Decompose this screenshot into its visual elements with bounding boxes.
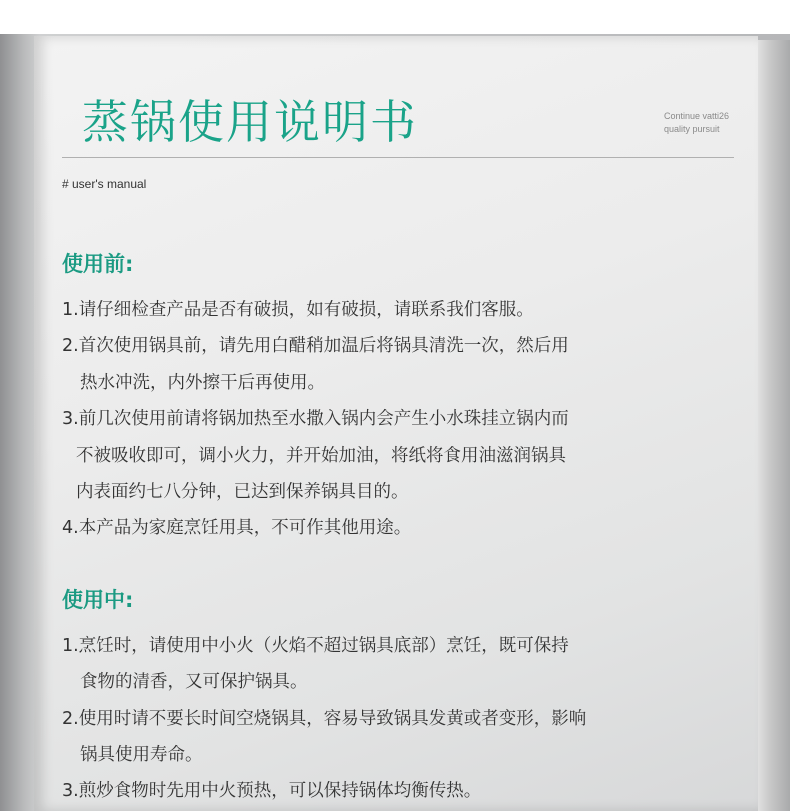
header-divider (62, 157, 734, 158)
during-use-line-1: 1.烹饪时，请使用中小火（火焰不超过锅具底部）烹饪，既可保持 (62, 636, 569, 656)
during-use-line-3: 2.使用时请不要长时间空烧锅具，容易导致锅具发黄或者变形，影响 (62, 709, 587, 729)
before-use-line-5: 不被吸收即可，调小火力，并开始加油，将纸将食用油滋润锅具 (76, 446, 566, 466)
before-use-line-1: 1.请仔细检查产品是否有破损，如有破损，请联系我们客服。 (62, 300, 534, 320)
section-heading-during-use: 使用中: (62, 588, 134, 612)
before-use-line-2: 2.首次使用锅具前，请先用白醋稍加温后将锅具清洗一次，然后用 (62, 336, 569, 356)
tagline-line-2: quality pursuit (664, 124, 720, 134)
during-use-line-2: 食物的清香，又可保护锅具。 (80, 672, 308, 692)
before-use-line-3: 热水冲洗，内外擦干后再使用。 (80, 373, 325, 393)
page-title: 蒸锅使用说明书 (82, 95, 418, 149)
page-stack-edge (756, 40, 790, 811)
before-use-line-6: 内表面约七八分钟，已达到保养锅具目的。 (76, 482, 409, 502)
before-use-line-4: 3.前几次使用前请将锅加热至水撒入锅内会产生小水珠挂立锅内而 (62, 409, 569, 429)
during-use-line-4: 锅具使用寿命。 (80, 745, 203, 765)
tagline-line-1: Continue vatti26 (664, 111, 730, 121)
before-use-line-7: 4.本产品为家庭烹饪用具，不可作其他用途。 (62, 518, 412, 538)
manual-subtitle: # user's manual (62, 177, 147, 191)
section-heading-before-use: 使用前: (62, 252, 134, 276)
during-use-line-5: 3.煎炒食物时先用中火预热，可以保持锅体均衡传热。 (62, 781, 482, 801)
brand-tagline (664, 110, 754, 136)
